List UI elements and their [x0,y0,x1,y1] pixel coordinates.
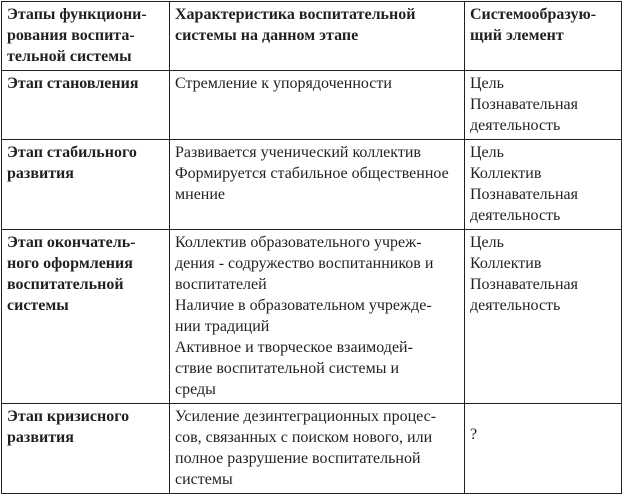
characteristic-line: Наличие в образовательном учрежде- [175,297,432,314]
element-cell [465,230,622,404]
characteristic-line: нии традиций [175,318,270,335]
characteristic-line: системы [175,471,233,488]
stage-line: развития [7,165,74,182]
characteristic-line: сов, связанных с поиском нового, или [175,429,433,446]
table-row [2,71,622,140]
element-line: Познавательная [470,186,578,203]
stage-cell [2,230,170,404]
element-line: деятельность [470,297,561,314]
table-row [2,230,622,404]
element-cell [465,71,622,140]
header-stage-line: рования воспита- [7,27,135,44]
table-row [2,140,622,230]
header-element [465,2,622,71]
stage-line: Этап становления [7,75,139,92]
characteristic-cell [170,230,465,404]
stage-cell [2,140,170,230]
characteristic-cell [170,404,465,494]
characteristic-line: Коллектив образовательного учреж- [175,234,422,251]
header-stage-line: тельной системы [7,48,132,65]
header-element-line: Системообразую- [470,6,597,23]
characteristic-line: Формируется стабильное общественное [175,165,449,182]
element-line: Коллектив [470,255,542,272]
characteristic-line: Стремление к упорядоченности [175,75,392,92]
characteristic-line: Активное и творческое взаимодей- [175,339,413,356]
unknown-element-mark: ? [470,426,478,443]
element-line: Цель [470,234,504,251]
header-characteristic-line: системы на данном этапе [175,27,359,44]
element-line: Коллектив [470,165,542,182]
stage-cell [2,404,170,494]
header-characteristic-line: Характеристика воспитательной [175,6,416,23]
characteristic-cell [170,140,465,230]
characteristic-line: среды [175,381,216,398]
stage-line: Этап окончатель- [7,234,136,251]
characteristic-line: ствие воспитательной системы и [175,360,400,377]
element-line: Цель [470,75,504,92]
stage-line: развития [7,429,74,446]
element-line: Познавательная [470,96,578,113]
element-cell [465,140,622,230]
characteristic-line: воспитателей [175,276,267,293]
characteristic-line: Усиление дезинтеграционных процес- [175,408,437,425]
stage-cell [2,71,170,140]
characteristic-cell [170,71,465,140]
stage-line: системы [7,297,69,314]
table-row [2,404,622,494]
header-characteristic [170,2,465,71]
element-line: Познавательная [470,276,578,293]
characteristic-line: мнение [175,186,226,203]
element-line: Цель [470,144,504,161]
element-line: деятельность [470,207,561,224]
stage-line: воспитательной [7,276,124,293]
stage-line: Этап кризисного [7,408,130,425]
stages-table [1,1,622,494]
characteristic-line: полное разрушение воспитательной [175,450,421,467]
characteristic-line: Развивается ученический коллектив [175,144,421,161]
header-element-line: щий элемент [470,27,564,44]
header-stage-line: Этапы функциони- [7,6,147,23]
element-cell [465,404,622,494]
stage-line: ного оформления [7,255,133,272]
stage-line: Этап стабильного [7,144,137,161]
table-header-row [2,2,622,71]
characteristic-line: дения - содружество воспитанников и [175,255,434,272]
element-line: деятельность [470,117,561,134]
header-stage [2,2,170,71]
